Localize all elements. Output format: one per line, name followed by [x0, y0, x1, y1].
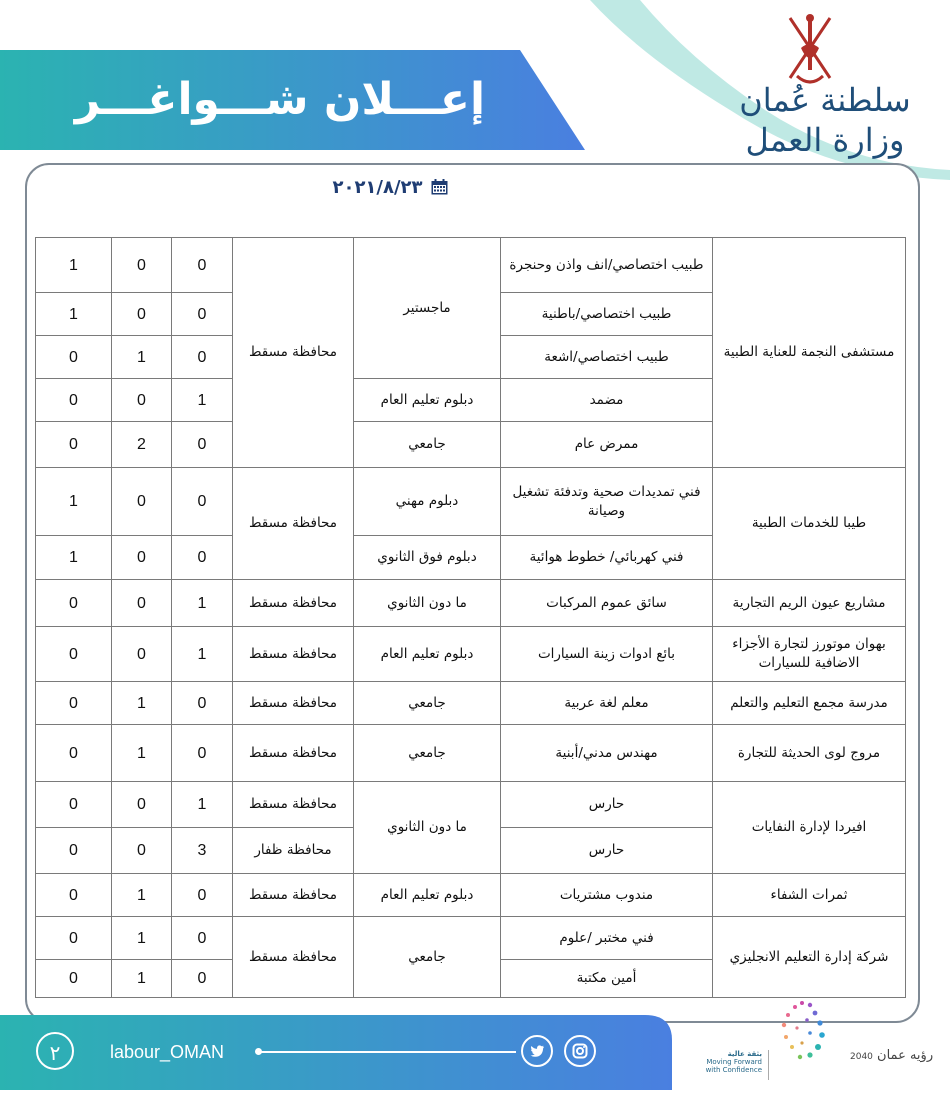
count-cell-3: 0 [36, 627, 112, 682]
table-row [36, 682, 906, 725]
count-cell-3: 0 [36, 828, 112, 874]
company-cell: شركة إدارة التعليم الانجليزي [713, 917, 906, 998]
company-cell: مستشفى النجمة للعناية الطبية [713, 238, 906, 468]
instagram-icon[interactable] [564, 1035, 596, 1067]
job-title-cell: مندوب مشتريات [501, 874, 713, 917]
twitter-icon[interactable] [521, 1035, 553, 1067]
count-cell-1: 1 [172, 580, 233, 627]
social-handle[interactable]: labour_OMAN [110, 1042, 225, 1062]
qualification-cell: دبلوم تعليم العام [354, 379, 501, 422]
job-title-cell: معلم لغة عربية [501, 682, 713, 725]
governorate-cell: محافظة مسقط [233, 725, 354, 782]
company-cell: مدرسة مجمع التعليم والتعلم [713, 682, 906, 725]
table-row [36, 468, 906, 536]
job-title-cell: فني كهربائي/ خطوط هوائية [501, 536, 713, 580]
vision-tagline: بثقة عالية Moving Forward with Confidence [705, 1050, 762, 1074]
company-cell: بهوان موتورز لتجارة الأجزاء الاضافية للسيارات [713, 627, 906, 682]
announcement-date: ٢٠٢١/٨/٢٣ [332, 176, 423, 198]
calendar-icon [431, 179, 448, 195]
job-title-cell: طبيب اختصاصي/باطنية [501, 293, 713, 336]
count-cell-3: 0 [36, 422, 112, 468]
count-cell-2: 1 [112, 336, 172, 379]
job-title-cell: مضمد [501, 379, 713, 422]
qualification-cell: جامعي [354, 682, 501, 725]
count-cell-1: 1 [172, 782, 233, 828]
governorate-cell: محافظة مسقط [233, 627, 354, 682]
count-cell-2: 0 [112, 580, 172, 627]
count-cell-3: 1 [36, 238, 112, 293]
count-cell-2: 1 [112, 917, 172, 960]
job-title-cell: ممرض عام [501, 422, 713, 468]
job-title-cell: أمين مكتبة [501, 960, 713, 998]
governorate-cell: محافظة مسقط [233, 874, 354, 917]
count-cell-1: 0 [172, 422, 233, 468]
count-cell-2: 0 [112, 782, 172, 828]
count-cell-2: 0 [112, 379, 172, 422]
company-cell: افيردا لإدارة النفايات [713, 782, 906, 874]
job-title-cell: مهندس مدني/أبنية [501, 725, 713, 782]
ministry-name-line1: سلطنة عُمان [739, 81, 911, 119]
qualification-cell: ماجستير [354, 238, 501, 379]
count-cell-3: 1 [36, 468, 112, 536]
count-cell-3: 0 [36, 874, 112, 917]
count-cell-2: 0 [112, 627, 172, 682]
count-cell-3: 0 [36, 379, 112, 422]
job-title-cell: حارس [501, 828, 713, 874]
job-title-cell: بائع ادوات زينة السيارات [501, 627, 713, 682]
job-title-cell: طبيب اختصاصي/انف واذن وحنجرة [501, 238, 713, 293]
job-title-cell: طبيب اختصاصي/اشعة [501, 336, 713, 379]
count-cell-2: 0 [112, 238, 172, 293]
count-cell-3: 0 [36, 960, 112, 998]
count-cell-3: 0 [36, 917, 112, 960]
qualification-cell: دبلوم تعليم العام [354, 874, 501, 917]
count-cell-3: 1 [36, 536, 112, 580]
table-row [36, 238, 906, 293]
count-cell-2: 0 [112, 828, 172, 874]
vacancies-table [35, 237, 906, 998]
governorate-cell: محافظة مسقط [233, 468, 354, 580]
qualification-cell: جامعي [354, 917, 501, 998]
count-cell-1: 0 [172, 874, 233, 917]
count-cell-1: 0 [172, 725, 233, 782]
qualification-cell: دبلوم مهني [354, 468, 501, 536]
oman-emblem-icon [775, 8, 845, 88]
count-cell-1: 0 [172, 682, 233, 725]
page-number: ٢ [36, 1032, 74, 1070]
governorate-cell: محافظة مسقط [233, 238, 354, 468]
qualification-cell: ما دون الثانوي [354, 782, 501, 874]
job-title-cell: حارس [501, 782, 713, 828]
count-cell-1: 1 [172, 627, 233, 682]
company-cell: ثمرات الشفاء [713, 874, 906, 917]
table-row [36, 725, 906, 782]
count-cell-1: 1 [172, 379, 233, 422]
table-row [36, 874, 906, 917]
company-cell: مشاريع عيون الريم التجارية [713, 580, 906, 627]
count-cell-2: 0 [112, 293, 172, 336]
count-cell-3: 0 [36, 682, 112, 725]
count-cell-3: 0 [36, 336, 112, 379]
count-cell-2: 0 [112, 536, 172, 580]
count-cell-1: 0 [172, 917, 233, 960]
table-row [36, 627, 906, 682]
oman-vision-2040-logo [700, 995, 930, 1090]
job-title-cell: فني تمديدات صحية وتدفئة تشغيل وصيانة [501, 468, 713, 536]
count-cell-2: 2 [112, 422, 172, 468]
page-title: إعـــلان شـــواغـــر [74, 74, 486, 125]
count-cell-2: 1 [112, 682, 172, 725]
footer-divider [258, 1051, 516, 1053]
date-row [300, 176, 480, 198]
count-cell-1: 0 [172, 238, 233, 293]
footer-dot [255, 1048, 262, 1055]
table-row [36, 580, 906, 627]
qualification-cell: دبلوم تعليم العام [354, 627, 501, 682]
qualification-cell: جامعي [354, 725, 501, 782]
job-title-cell: سائق عموم المركبات [501, 580, 713, 627]
job-title-cell: فني مختبر /علوم [501, 917, 713, 960]
table-row [36, 782, 906, 828]
count-cell-1: 0 [172, 336, 233, 379]
vision-2040-text: رؤيه عمان 2040 [850, 1048, 934, 1063]
qualification-cell: دبلوم فوق الثانوي [354, 536, 501, 580]
count-cell-3: 0 [36, 782, 112, 828]
table-row [36, 917, 906, 960]
governorate-cell: محافظة مسقط [233, 782, 354, 828]
count-cell-1: 0 [172, 293, 233, 336]
company-cell: طيبا للخدمات الطبية [713, 468, 906, 580]
ministry-name-line2: وزارة العمل [745, 121, 905, 159]
governorate-cell: محافظة ظفار [233, 828, 354, 874]
governorate-cell: محافظة مسقط [233, 580, 354, 627]
count-cell-1: 0 [172, 536, 233, 580]
count-cell-3: 0 [36, 580, 112, 627]
company-cell: مروج لوى الحديثة للتجارة [713, 725, 906, 782]
count-cell-3: 0 [36, 725, 112, 782]
count-cell-1: 3 [172, 828, 233, 874]
count-cell-2: 1 [112, 725, 172, 782]
qualification-cell: جامعي [354, 422, 501, 468]
count-cell-2: 1 [112, 874, 172, 917]
count-cell-2: 1 [112, 960, 172, 998]
governorate-cell: محافظة مسقط [233, 682, 354, 725]
governorate-cell: محافظة مسقط [233, 917, 354, 998]
count-cell-1: 0 [172, 468, 233, 536]
count-cell-1: 0 [172, 960, 233, 998]
qualification-cell: ما دون الثانوي [354, 580, 501, 627]
count-cell-3: 1 [36, 293, 112, 336]
count-cell-2: 0 [112, 468, 172, 536]
